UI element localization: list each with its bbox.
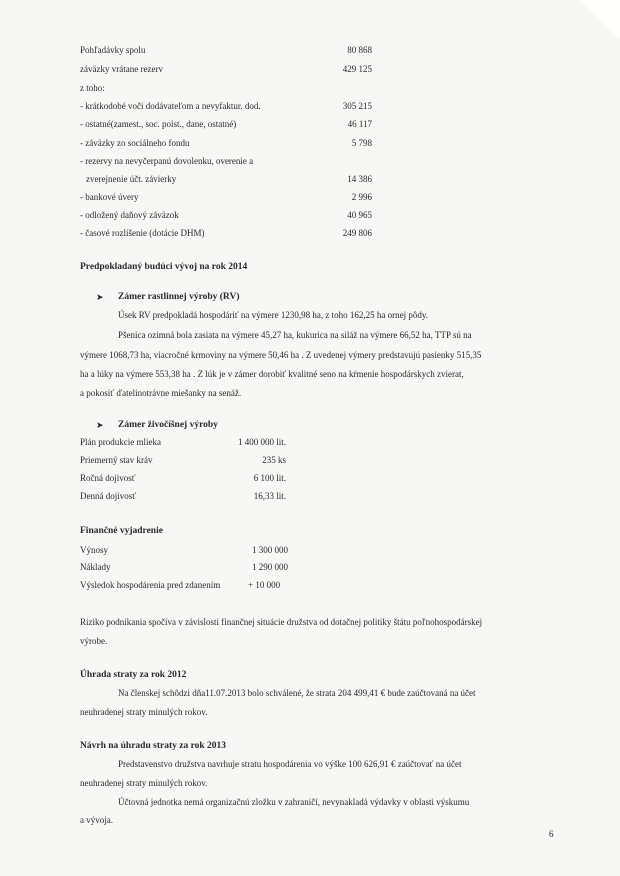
finance-title: Finančné vyjadrenie	[80, 526, 163, 536]
livestock-row-value: 235 ks	[262, 455, 286, 465]
arrow-bullet-icon: ➤	[96, 420, 104, 430]
liability-item-label: - bankové úvery	[80, 192, 139, 202]
finance-row-label: Náklady	[80, 562, 111, 572]
receivables-value: 80 868	[347, 45, 372, 55]
loss-2013-line: Účtovná jednotka nemá organizačnú zložku v zahraničí, nevynakladá výdavky v oblasti výskumu	[118, 797, 470, 807]
liability-item-value: 14 386	[347, 174, 372, 184]
risk-line: výrobe.	[80, 636, 108, 646]
finance-row-value: 1 290 000	[252, 562, 288, 572]
loss-2012-line: neuhradenej straty minulých rokov.	[80, 707, 208, 717]
liability-item-label: - záväzky zo sociálneho fondu	[80, 138, 190, 148]
liability-item-value: 40 965	[347, 210, 372, 220]
crop-plan-line: Pšenica ozimná bola zasiata na výmere 45,27 ha, kukurica na siláž na výmere 66,52 ha, TTP sú na	[118, 330, 472, 340]
liability-item-value: 249 806	[342, 228, 372, 238]
finance-row-label: Výsledok hospodárenia pred zdanením	[80, 580, 221, 590]
risk-line: Riziko podnikania spočíva v závislosti finančnej situácie družstva od dotačnej politiky štátu poľnohospodárskej	[80, 617, 483, 627]
crop-plan-line: Úsek RV predpokladá hospodáriť na výmere 1230,98 ha, z toho 162,25 ha ornej pôdy.	[118, 310, 429, 320]
receivables-label: Pohľadávky spolu	[80, 45, 146, 55]
liabilities-value: 429 125	[342, 64, 372, 74]
liabilities-label: záväzky vrátane rezerv	[80, 64, 163, 74]
liability-item-label: zverejnenie účt. závierky	[86, 174, 177, 184]
liability-item-label: - ostatné(zamest., soc. poist., dane, ostatné)	[80, 119, 237, 129]
livestock-row-value: 1 400 000 lit.	[237, 437, 286, 447]
crop-plan-line: ha a lúky na výmere 553,38 ha . Z lúk je v zámer dorobiť kvalitné seno na kŕmenie hospodárskych zvierat,	[80, 369, 464, 379]
livestock-row-label: Priemerný stav kráv	[80, 455, 153, 465]
loss-2013-line: Predstavenstvo družstva navrhuje stratu hospodárenia vo výške 100 626,91 € zaúčtovať na účet	[118, 759, 462, 769]
liability-item-label: - rezervy na nevyčerpanú dovolenku, overenie a	[80, 156, 254, 166]
crop-plan-line: a pokosiť ďatelinotrávne miešanky na senáž.	[80, 388, 242, 398]
arrow-bullet-icon: ➤	[96, 292, 104, 302]
finance-row-value: + 10 000	[248, 580, 281, 590]
crop-plan-title: Zámer rastlinnej výroby (RV)	[118, 292, 240, 302]
livestock-row-value: 6 100 lit.	[253, 473, 286, 483]
loss-2013-line: a vývoja.	[80, 815, 113, 825]
liability-item-value: 5 798	[351, 138, 372, 148]
liability-item-label: - časové rozlíšenie (dotácie DHM)	[80, 228, 205, 238]
section-heading: Predpokladaný budúci vývoj na rok 2014	[80, 262, 248, 272]
loss-2012-title: Úhrada straty za rok 2012	[80, 670, 187, 680]
livestock-row-label: Plán produkcie mlieka	[80, 437, 161, 447]
liability-item-value: 2 996	[351, 192, 372, 202]
liability-item-value: 305 215	[342, 101, 372, 111]
loss-2013-line: neuhradenej straty minulých rokov.	[80, 778, 208, 788]
livestock-plan-title: Zámer živočíšnej výroby	[118, 420, 218, 430]
liability-item-label: - krátkodobé voči dodávateľom a nevyfaktur. dod.	[80, 101, 261, 111]
finance-row-label: Výnosy	[80, 545, 109, 555]
liability-item-label: - odložený daňový záväzok	[80, 210, 179, 220]
page-number: 6	[549, 829, 554, 839]
page-corner-fold	[580, 0, 620, 40]
crop-plan-line: výmere 1068,73 ha, viacročné krmoviny na výmere 50,46 ha . Z uvedenej výmery predstavujú pasienky 515,35	[80, 350, 482, 360]
liabilities-of-which: z toho:	[80, 83, 105, 93]
livestock-row-value: 16,33 lit.	[253, 491, 286, 501]
loss-2012-line: Na členskej schôdzi dňa11.07.2013 bolo schválené, že strata 204 499,41 € bude zaúčtovaná na účet	[118, 688, 476, 698]
loss-2013-title: Návrh na úhradu straty za rok 2013	[80, 741, 227, 751]
liability-item-value: 46 117	[347, 119, 372, 129]
livestock-row-label: Denná dojivosť	[80, 491, 137, 501]
finance-row-value: 1 300 000	[252, 545, 288, 555]
livestock-row-label: Ročná dojivosť	[80, 473, 136, 483]
